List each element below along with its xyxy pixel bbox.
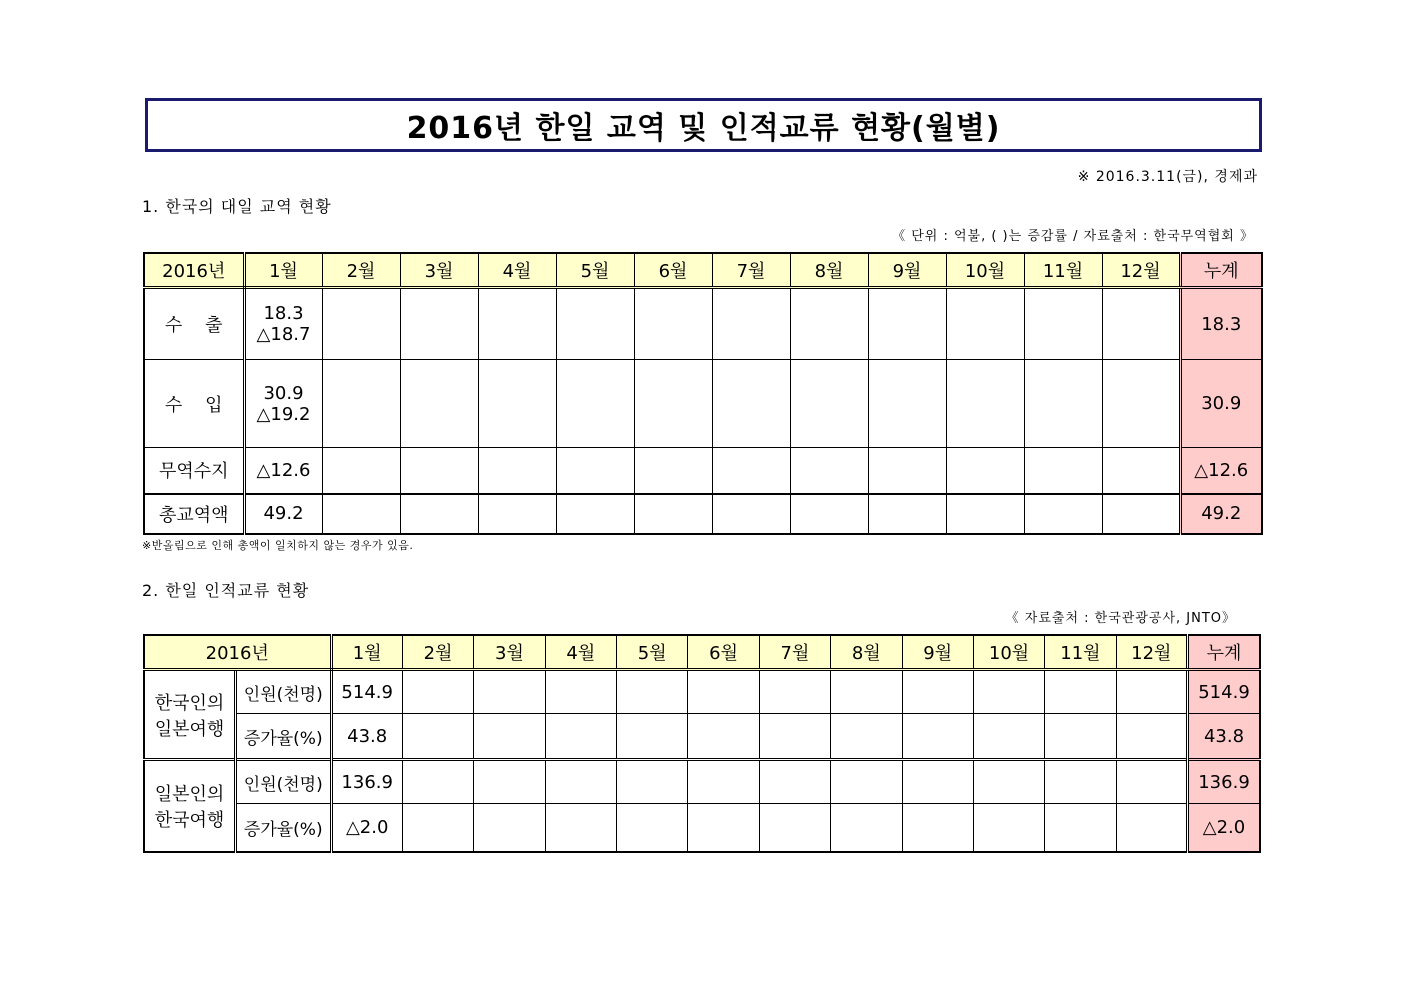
empty-cell — [474, 714, 545, 760]
empty-cell — [474, 760, 545, 804]
empty-cell — [402, 670, 473, 714]
total-header: 누계 — [1180, 253, 1262, 288]
people-header-row — [144, 635, 1260, 670]
empty-cell — [400, 494, 478, 534]
empty-cell — [712, 448, 790, 494]
empty-cell — [478, 288, 556, 360]
empty-cell — [478, 494, 556, 534]
table-row — [144, 288, 1262, 360]
total-cell: △12.6 — [1180, 448, 1262, 494]
empty-cell — [790, 360, 868, 448]
month-header: 8월 — [831, 635, 902, 670]
empty-cell — [973, 670, 1044, 714]
row-label-total-trade: 총교역액 — [144, 494, 244, 534]
empty-cell — [790, 288, 868, 360]
footnote: ※반올림으로 인해 총액이 일치하지 않는 경우가 있음. — [142, 539, 414, 552]
empty-cell — [759, 714, 830, 760]
empty-cell — [831, 760, 902, 804]
empty-cell — [1116, 804, 1187, 852]
people-table — [143, 634, 1261, 853]
total-cell: 514.9 — [1188, 670, 1261, 714]
empty-cell — [402, 804, 473, 852]
jan-cell: △2.0 — [331, 804, 402, 852]
month-header: 4월 — [478, 253, 556, 288]
group-label-japanese-to-korea — [144, 760, 235, 852]
jan-value: 30.9 — [263, 382, 304, 404]
empty-cell — [634, 448, 712, 494]
empty-cell — [545, 670, 616, 714]
empty-cell — [634, 360, 712, 448]
empty-cell — [946, 494, 1024, 534]
row-label-export: 수 출 — [144, 288, 244, 360]
year-header: 2016년 — [144, 253, 244, 288]
total-cell: 18.3 — [1180, 288, 1262, 360]
empty-cell — [617, 670, 688, 714]
empty-cell — [712, 288, 790, 360]
empty-cell — [946, 288, 1024, 360]
year-header: 2016년 — [144, 635, 331, 670]
row-label-balance: 무역수지 — [144, 448, 244, 494]
month-header: 9월 — [868, 253, 946, 288]
table-row — [144, 448, 1262, 494]
month-header: 12월 — [1116, 635, 1187, 670]
empty-cell — [402, 714, 473, 760]
empty-cell — [556, 288, 634, 360]
month-header: 8월 — [790, 253, 868, 288]
empty-cell — [556, 494, 634, 534]
total-cell: 30.9 — [1180, 360, 1262, 448]
empty-cell — [1102, 360, 1180, 448]
section1-note: 《 단위 : 억불, ( )는 증감률 / 자료출처 : 한국무역협회 》 — [892, 229, 1254, 244]
jan-cell: 49.2 — [244, 494, 322, 534]
date-line: ※ 2016.3.11(금), 경제과 — [1077, 169, 1258, 185]
empty-cell — [400, 288, 478, 360]
jan-cell — [244, 360, 322, 448]
jan-cell: 136.9 — [331, 760, 402, 804]
empty-cell — [400, 448, 478, 494]
empty-cell — [1024, 494, 1102, 534]
empty-cell — [712, 360, 790, 448]
month-header: 6월 — [634, 253, 712, 288]
empty-cell — [1024, 360, 1102, 448]
empty-cell — [545, 714, 616, 760]
empty-cell — [1024, 448, 1102, 494]
month-header: 9월 — [902, 635, 973, 670]
month-header: 4월 — [545, 635, 616, 670]
group-label-line1: 일본인의 — [154, 783, 225, 805]
empty-cell — [831, 714, 902, 760]
empty-cell — [902, 760, 973, 804]
empty-cell — [634, 494, 712, 534]
empty-cell — [946, 360, 1024, 448]
empty-cell — [1116, 760, 1187, 804]
empty-cell — [322, 494, 400, 534]
jan-value: 18.3 — [263, 303, 304, 324]
total-header: 누계 — [1188, 635, 1261, 670]
table-row — [144, 494, 1262, 534]
month-header: 6월 — [688, 635, 759, 670]
empty-cell — [322, 360, 400, 448]
empty-cell — [759, 670, 830, 714]
month-header: 2월 — [402, 635, 473, 670]
total-cell: 43.8 — [1188, 714, 1261, 760]
empty-cell — [556, 448, 634, 494]
table-row — [144, 360, 1262, 448]
month-header: 3월 — [474, 635, 545, 670]
empty-cell — [556, 360, 634, 448]
empty-cell — [617, 804, 688, 852]
empty-cell — [831, 670, 902, 714]
month-header: 10월 — [946, 253, 1024, 288]
section1-title: 1. 한국의 대일 교역 현황 — [142, 197, 332, 216]
empty-cell — [868, 360, 946, 448]
empty-cell — [1024, 288, 1102, 360]
empty-cell — [1116, 670, 1187, 714]
empty-cell — [322, 448, 400, 494]
table-row — [144, 670, 1260, 714]
empty-cell — [1045, 804, 1116, 852]
month-header: 11월 — [1045, 635, 1116, 670]
empty-cell — [688, 760, 759, 804]
month-header: 11월 — [1024, 253, 1102, 288]
empty-cell — [868, 288, 946, 360]
empty-cell — [322, 288, 400, 360]
empty-cell — [973, 804, 1044, 852]
empty-cell — [1045, 714, 1116, 760]
jan-change: △19.2 — [256, 403, 311, 425]
document-title: 2016년 한일 교역 및 인적교류 현황(월별) — [145, 98, 1262, 152]
group-label-line2: 한국여행 — [154, 809, 225, 831]
empty-cell — [545, 760, 616, 804]
jan-cell — [244, 288, 322, 360]
empty-cell — [1102, 448, 1180, 494]
empty-cell — [712, 494, 790, 534]
empty-cell — [474, 670, 545, 714]
total-cell: 136.9 — [1188, 760, 1261, 804]
month-header: 12월 — [1102, 253, 1180, 288]
row-label-visitors: 인원(천명) — [235, 760, 331, 804]
month-header: 5월 — [556, 253, 634, 288]
group-label-korean-to-japan — [144, 670, 235, 760]
empty-cell — [973, 714, 1044, 760]
empty-cell — [688, 670, 759, 714]
empty-cell — [1045, 670, 1116, 714]
empty-cell — [759, 804, 830, 852]
empty-cell — [902, 714, 973, 760]
empty-cell — [790, 494, 868, 534]
jan-cell: 43.8 — [331, 714, 402, 760]
empty-cell — [1102, 494, 1180, 534]
month-header: 10월 — [973, 635, 1044, 670]
table-row — [144, 714, 1260, 760]
empty-cell — [973, 760, 1044, 804]
empty-cell — [868, 448, 946, 494]
table-row — [144, 804, 1260, 852]
trade-header-row — [144, 253, 1262, 288]
empty-cell — [688, 714, 759, 760]
total-cell: 49.2 — [1180, 494, 1262, 534]
jan-change: △18.7 — [256, 324, 311, 345]
month-header: 5월 — [617, 635, 688, 670]
empty-cell — [759, 760, 830, 804]
section2-note: 《 자료출처 : 한국관광공사, JNTO》 — [1005, 611, 1236, 626]
group-label-line1: 한국인의 — [154, 692, 225, 714]
empty-cell — [402, 760, 473, 804]
jan-cell: △12.6 — [244, 448, 322, 494]
empty-cell — [902, 804, 973, 852]
empty-cell — [902, 670, 973, 714]
empty-cell — [1045, 760, 1116, 804]
empty-cell — [868, 494, 946, 534]
empty-cell — [545, 804, 616, 852]
month-header: 7월 — [759, 635, 830, 670]
section2-title: 2. 한일 인적교류 현황 — [142, 581, 310, 600]
month-header: 1월 — [244, 253, 322, 288]
empty-cell — [1116, 714, 1187, 760]
empty-cell — [617, 760, 688, 804]
empty-cell — [688, 804, 759, 852]
empty-cell — [1102, 288, 1180, 360]
month-header: 1월 — [331, 635, 402, 670]
empty-cell — [790, 448, 868, 494]
empty-cell — [478, 448, 556, 494]
empty-cell — [617, 714, 688, 760]
group-label-line2: 일본여행 — [154, 718, 225, 740]
empty-cell — [634, 288, 712, 360]
empty-cell — [478, 360, 556, 448]
empty-cell — [474, 804, 545, 852]
empty-cell — [831, 804, 902, 852]
month-header: 2월 — [322, 253, 400, 288]
empty-cell — [946, 448, 1024, 494]
empty-cell — [400, 360, 478, 448]
month-header: 3월 — [400, 253, 478, 288]
month-header: 7월 — [712, 253, 790, 288]
table-row — [144, 760, 1260, 804]
jan-cell: 514.9 — [331, 670, 402, 714]
row-label-import: 수 입 — [144, 360, 244, 448]
trade-table — [143, 252, 1263, 535]
row-label-growth: 증가율(%) — [235, 804, 331, 852]
total-cell: △2.0 — [1188, 804, 1261, 852]
row-label-visitors: 인원(천명) — [235, 670, 331, 714]
row-label-growth: 증가율(%) — [235, 714, 331, 760]
